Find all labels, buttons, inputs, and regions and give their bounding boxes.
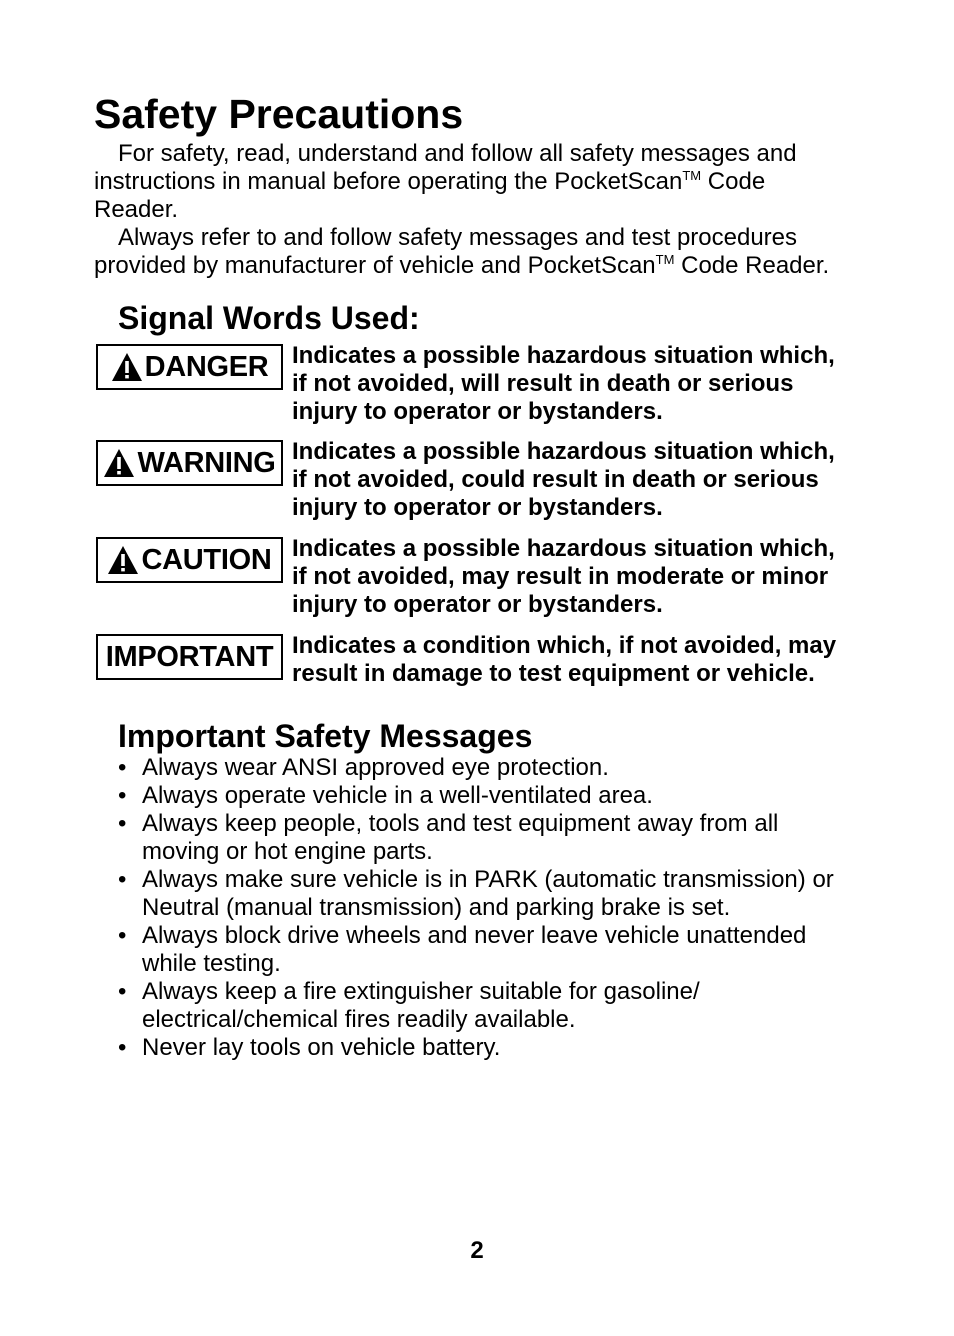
bullet-marker: •	[118, 1034, 127, 1061]
intro-p1-tail: Code Reader.	[94, 168, 766, 223]
list-item	[118, 810, 854, 866]
safety-messages-heading: Important Safety Messages	[118, 718, 533, 754]
intro-p1-text: For safety, read, understand and follow all safety messages and instructions in manual before operating the PocketScan	[94, 140, 797, 195]
page-content	[94, 90, 854, 1062]
list-item-text: Always keep people, tools and test equipment away from all moving or hot engine parts.	[142, 810, 779, 865]
bullet-marker: •	[118, 866, 127, 893]
intro-p2-text: Always refer to and follow safety messages and test procedures provided by manufacturer of vehicle and PocketScan	[94, 224, 798, 279]
list-item-text: Always block drive wheels and never leave vehicle unattended while testing.	[142, 922, 807, 977]
danger-label-box	[96, 344, 283, 390]
list-item-text: Always keep a fire extinguisher suitable for gasoline/ electrical/chemical fires readily available.	[142, 978, 700, 1033]
caution-label-box	[96, 537, 283, 583]
bullet-marker: •	[118, 922, 127, 949]
list-item	[118, 1034, 854, 1062]
warning-label: WARNING	[137, 446, 276, 479]
important-label: IMPORTANT	[105, 640, 274, 673]
caution-description: Indicates a possible hazardous situation which, if not avoided, may result in moderate or minor injury to operator or bystanders.	[292, 535, 835, 618]
list-item	[118, 782, 854, 810]
page-title: Safety Precautions	[94, 91, 464, 137]
signal-words-heading: Signal Words Used:	[118, 300, 420, 336]
page-number: 2	[470, 1237, 484, 1264]
safety-messages-list	[94, 754, 854, 1062]
list-item-text: Always make sure vehicle is in PARK (automatic transmission) or Neutral (manual transmission) and parking brake is set.	[142, 866, 834, 921]
list-item	[118, 978, 854, 1034]
intro-p2-tail: Code Reader.	[674, 252, 830, 279]
danger-label: DANGER	[144, 350, 269, 383]
signal-row-danger	[94, 342, 854, 426]
list-item-text: Always wear ANSI approved eye protection.	[142, 754, 609, 781]
caution-label: CAUTION	[141, 543, 272, 576]
bullet-marker: •	[118, 810, 127, 837]
warning-description: Indicates a possible hazardous situation which, if not avoided, could result in death or serious injury to operator or bystanders.	[292, 438, 835, 521]
signal-row-important	[94, 632, 854, 688]
list-item-text: Always operate vehicle in a well-ventilated area.	[142, 782, 653, 809]
signal-row-caution	[94, 535, 854, 619]
warning-triangle-icon	[111, 352, 143, 382]
trademark-mark: TM	[655, 252, 675, 267]
important-description: Indicates a condition which, if not avoided, may result in damage to test equipment or vehicle.	[292, 632, 837, 687]
list-item-text: Never lay tools on vehicle battery.	[142, 1034, 501, 1061]
list-item	[118, 866, 854, 922]
warning-triangle-icon	[107, 545, 139, 575]
signal-row-warning	[94, 438, 854, 522]
danger-description: Indicates a possible hazardous situation which, if not avoided, will result in death or serious injury to operator or bystanders.	[292, 342, 835, 425]
warning-label-box	[96, 440, 283, 486]
list-item	[118, 922, 854, 978]
bullet-marker: •	[118, 978, 127, 1005]
list-item	[118, 754, 854, 782]
bullet-marker: •	[118, 754, 127, 781]
intro-paragraph-1	[94, 140, 854, 224]
important-label-box	[96, 634, 283, 680]
intro-paragraph-2	[94, 224, 854, 280]
trademark-mark: TM	[682, 168, 702, 183]
warning-triangle-icon	[103, 448, 135, 478]
bullet-marker: •	[118, 782, 127, 809]
